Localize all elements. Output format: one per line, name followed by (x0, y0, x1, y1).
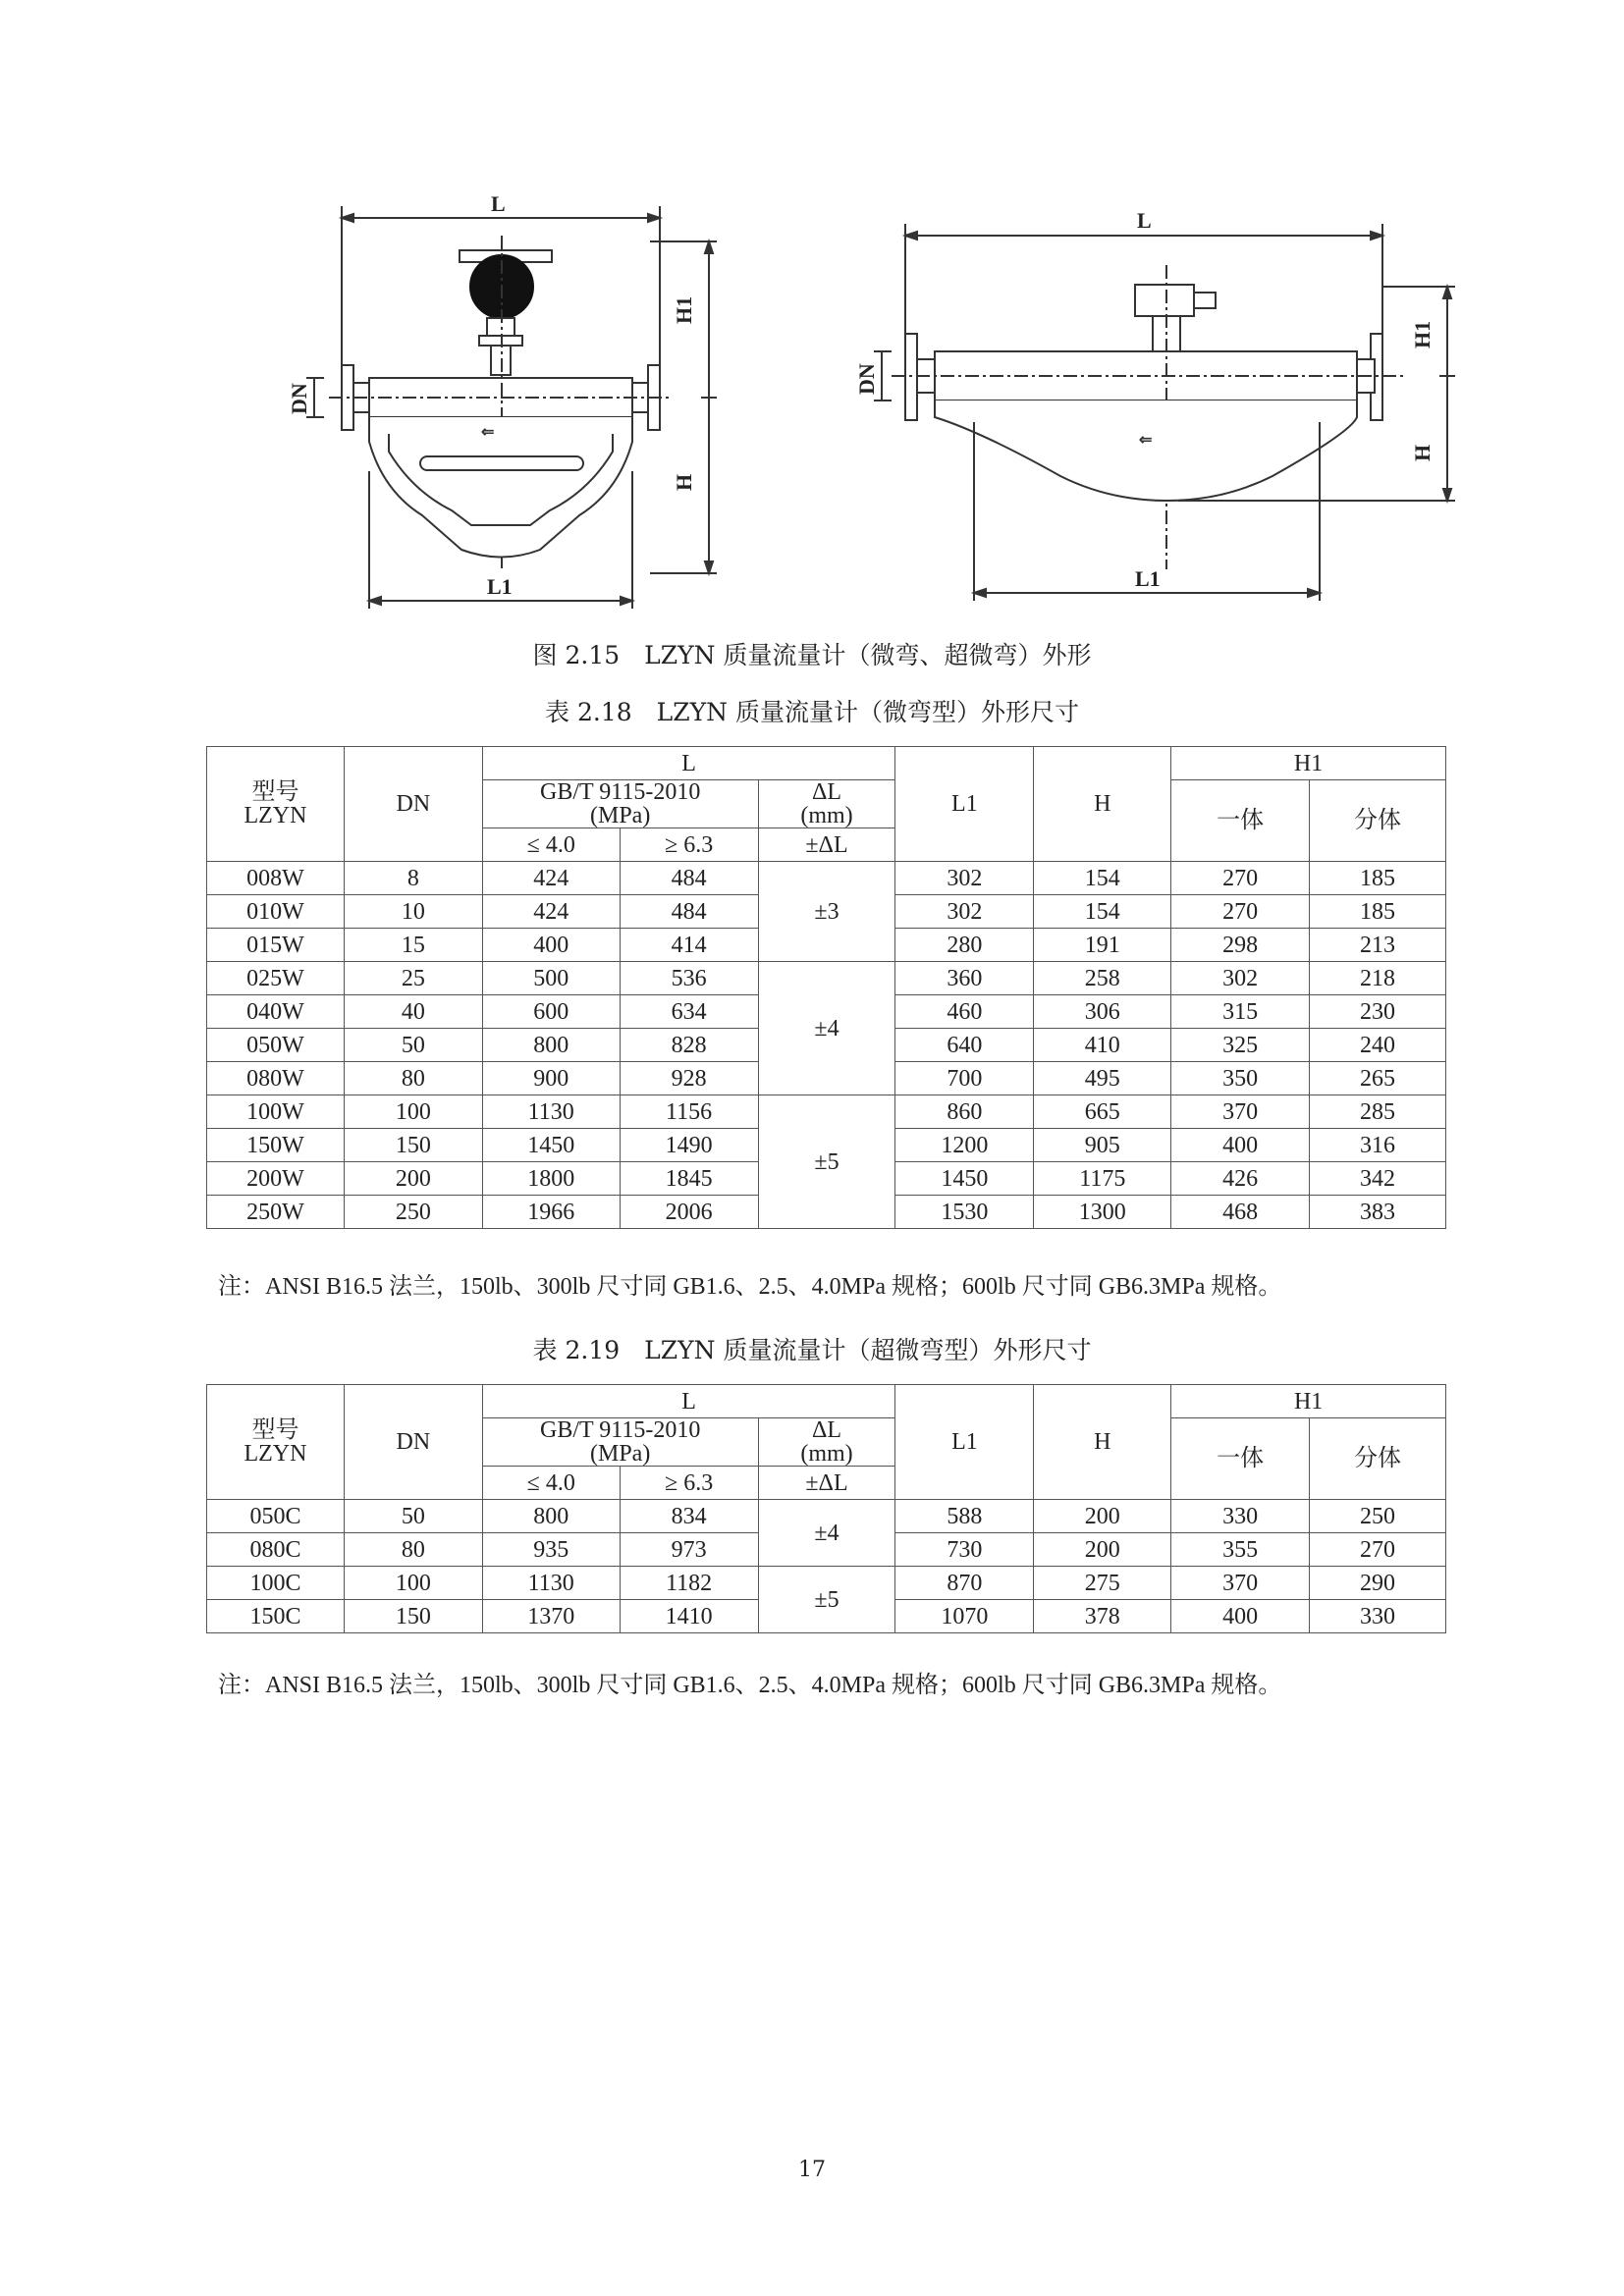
cell-h1-integrated: 270 (1171, 862, 1310, 895)
cell-l1: 730 (895, 1533, 1034, 1567)
header-ge63: ≥ 6.3 (620, 828, 758, 862)
cell-h1-split: 230 (1310, 995, 1446, 1029)
table1-body (207, 862, 1446, 1229)
table-row (207, 1095, 1446, 1129)
cell-l-le40: 500 (482, 962, 620, 995)
header-gbt: GB/T 9115-2010 (MPa) (482, 1418, 758, 1467)
header-integrated: 一体 (1171, 1418, 1310, 1500)
right-label-L: L (1137, 208, 1152, 233)
figure-caption: 图 2.15 LZYN 质量流量计（微弯、超微弯）外形 (532, 641, 1092, 669)
left-label-DN: DN (287, 383, 311, 414)
cell-l1: 302 (895, 895, 1034, 929)
header-l: L (482, 1385, 895, 1418)
cell-h1-split: 342 (1310, 1162, 1446, 1196)
cell-h1-split: 285 (1310, 1095, 1446, 1129)
cell-model: 050C (207, 1500, 345, 1533)
table2-body (207, 1500, 1446, 1633)
svg-text:⇐: ⇐ (481, 424, 495, 441)
cell-h: 306 (1034, 995, 1171, 1029)
cell-h1-integrated: 325 (1171, 1029, 1310, 1062)
cell-dn: 80 (344, 1533, 482, 1567)
cell-l1: 1530 (895, 1196, 1034, 1229)
cell-l-le40: 935 (482, 1533, 620, 1567)
cell-h1-integrated: 468 (1171, 1196, 1310, 1229)
cell-h1-split: 218 (1310, 962, 1446, 995)
left-label-H1: H1 (672, 295, 696, 324)
page-number: 17 (798, 2158, 826, 2182)
cell-h1-split: 185 (1310, 862, 1446, 895)
table-row (207, 962, 1446, 995)
header-le40: ≤ 4.0 (482, 828, 620, 862)
cell-l-ge63: 634 (620, 995, 758, 1029)
cell-h1-integrated: 426 (1171, 1162, 1310, 1196)
cell-dn: 50 (344, 1029, 482, 1062)
cell-l-ge63: 928 (620, 1062, 758, 1095)
right-label-DN: DN (854, 363, 879, 395)
cell-l1: 860 (895, 1095, 1034, 1129)
table2-note: 注：ANSI B16.5 法兰，150lb、300lb 尺寸同 GB1.6、2.5、4.0MPa 规格；600lb 尺寸同 GB6.3MPa 规格。 (218, 1673, 1282, 1698)
cell-dn: 100 (344, 1095, 482, 1129)
cell-l-ge63: 828 (620, 1029, 758, 1062)
cell-dn: 200 (344, 1162, 482, 1196)
header-ge63: ≥ 6.3 (620, 1467, 758, 1500)
cell-h1-integrated: 355 (1171, 1533, 1310, 1567)
table-2-18 (206, 746, 1446, 1229)
table-row (207, 1500, 1446, 1533)
cell-l-ge63: 834 (620, 1500, 758, 1533)
cell-l1: 360 (895, 962, 1034, 995)
cell-h1-integrated: 270 (1171, 895, 1310, 929)
ultra-micro-bend-drawing (854, 208, 1455, 601)
cell-l-ge63: 1182 (620, 1567, 758, 1600)
cell-h: 1300 (1034, 1196, 1171, 1229)
cell-h: 665 (1034, 1095, 1171, 1129)
cell-model: 025W (207, 962, 345, 995)
header-dn: DN (344, 747, 482, 862)
cell-h: 154 (1034, 862, 1171, 895)
cell-l-le40: 1370 (482, 1600, 620, 1633)
cell-h1-split: 240 (1310, 1029, 1446, 1062)
cell-l-ge63: 973 (620, 1533, 758, 1567)
cell-model: 150C (207, 1600, 345, 1633)
left-label-L1: L1 (487, 574, 513, 599)
cell-model: 010W (207, 895, 345, 929)
cell-l-le40: 900 (482, 1062, 620, 1095)
cell-h1-integrated: 315 (1171, 995, 1310, 1029)
header-h: H (1034, 747, 1171, 862)
cell-model: 008W (207, 862, 345, 895)
cell-h1-integrated: 298 (1171, 929, 1310, 962)
cell-model: 200W (207, 1162, 345, 1196)
cell-h: 1175 (1034, 1162, 1171, 1196)
cell-dn: 15 (344, 929, 482, 962)
header-pm-delta-l: ±ΔL (758, 828, 895, 862)
table1-title: 表 2.18 LZYN 质量流量计（微弯型）外形尺寸 (545, 698, 1079, 726)
cell-l-ge63: 2006 (620, 1196, 758, 1229)
cell-h: 905 (1034, 1129, 1171, 1162)
cell-model: 015W (207, 929, 345, 962)
cell-h1-integrated: 400 (1171, 1600, 1310, 1633)
cell-h: 200 (1034, 1500, 1171, 1533)
cell-tolerance: ±3 (758, 862, 895, 962)
cell-l1: 1200 (895, 1129, 1034, 1162)
header-pm-delta-l: ±ΔL (758, 1467, 895, 1500)
cell-l-le40: 400 (482, 929, 620, 962)
cell-h: 154 (1034, 895, 1171, 929)
header-split: 分体 (1310, 780, 1446, 862)
header-model: 型号 LZYN (207, 1385, 345, 1500)
cell-h1-integrated: 302 (1171, 962, 1310, 995)
cell-l-le40: 800 (482, 1500, 620, 1533)
cell-l-le40: 1130 (482, 1567, 620, 1600)
cell-h1-split: 265 (1310, 1062, 1446, 1095)
cell-l-le40: 424 (482, 862, 620, 895)
cell-h1-integrated: 330 (1171, 1500, 1310, 1533)
header-model: 型号 LZYN (207, 747, 345, 862)
cell-h: 378 (1034, 1600, 1171, 1633)
header-l: L (482, 747, 895, 780)
cell-h: 258 (1034, 962, 1171, 995)
right-label-L1: L1 (1135, 566, 1161, 591)
header-h1: H1 (1171, 1385, 1446, 1418)
cell-h: 275 (1034, 1567, 1171, 1600)
cell-dn: 250 (344, 1196, 482, 1229)
cell-tolerance: ±4 (758, 962, 895, 1095)
cell-l-ge63: 1410 (620, 1600, 758, 1633)
cell-l-le40: 800 (482, 1029, 620, 1062)
cell-model: 080C (207, 1533, 345, 1567)
cell-h: 495 (1034, 1062, 1171, 1095)
header-gbt: GB/T 9115-2010 (MPa) (482, 780, 758, 828)
cell-h: 410 (1034, 1029, 1171, 1062)
cell-l1: 460 (895, 995, 1034, 1029)
cell-l-ge63: 1490 (620, 1129, 758, 1162)
header-h1: H1 (1171, 747, 1446, 780)
right-label-H1: H1 (1410, 320, 1435, 348)
cell-h1-integrated: 370 (1171, 1095, 1310, 1129)
cell-h: 191 (1034, 929, 1171, 962)
cell-dn: 40 (344, 995, 482, 1029)
cell-l-ge63: 484 (620, 862, 758, 895)
cell-l-le40: 1800 (482, 1162, 620, 1196)
cell-l-ge63: 536 (620, 962, 758, 995)
micro-bend-drawing (287, 191, 717, 609)
cell-model: 080W (207, 1062, 345, 1095)
header-split: 分体 (1310, 1418, 1446, 1500)
left-label-H: H (672, 473, 696, 491)
table1-note: 注：ANSI B16.5 法兰，150lb、300lb 尺寸同 GB1.6、2.5、4.0MPa 规格；600lb 尺寸同 GB6.3MPa 规格。 (218, 1274, 1282, 1300)
header-dn: DN (344, 1385, 482, 1500)
cell-l-le40: 424 (482, 895, 620, 929)
cell-model: 050W (207, 1029, 345, 1062)
cell-l-le40: 1450 (482, 1129, 620, 1162)
cell-l1: 640 (895, 1029, 1034, 1062)
cell-dn: 150 (344, 1129, 482, 1162)
cell-dn: 50 (344, 1500, 482, 1533)
right-label-H: H (1410, 444, 1435, 461)
cell-l-ge63: 1845 (620, 1162, 758, 1196)
cell-h1-split: 250 (1310, 1500, 1446, 1533)
cell-model: 100C (207, 1567, 345, 1600)
cell-l1: 870 (895, 1567, 1034, 1600)
cell-l1: 700 (895, 1062, 1034, 1095)
cell-l1: 280 (895, 929, 1034, 962)
cell-dn: 10 (344, 895, 482, 929)
header-integrated: 一体 (1171, 780, 1310, 862)
table-2-19 (206, 1384, 1446, 1633)
cell-l1: 1070 (895, 1600, 1034, 1633)
dimension-drawings (287, 177, 1492, 638)
cell-model: 040W (207, 995, 345, 1029)
cell-h1-split: 290 (1310, 1567, 1446, 1600)
cell-dn: 150 (344, 1600, 482, 1633)
cell-l-le40: 1130 (482, 1095, 620, 1129)
cell-tolerance: ±5 (758, 1567, 895, 1633)
header-h: H (1034, 1385, 1171, 1500)
left-label-L: L (491, 191, 506, 216)
cell-l-ge63: 1156 (620, 1095, 758, 1129)
cell-h: 200 (1034, 1533, 1171, 1567)
cell-model: 150W (207, 1129, 345, 1162)
cell-h1-split: 185 (1310, 895, 1446, 929)
header-delta-l: ΔL (mm) (758, 1418, 895, 1467)
cell-h1-split: 213 (1310, 929, 1446, 962)
cell-model: 250W (207, 1196, 345, 1229)
svg-text:⇐: ⇐ (1139, 432, 1153, 449)
cell-h1-split: 383 (1310, 1196, 1446, 1229)
cell-h1-integrated: 370 (1171, 1567, 1310, 1600)
cell-h1-split: 270 (1310, 1533, 1446, 1567)
cell-l1: 302 (895, 862, 1034, 895)
cell-dn: 80 (344, 1062, 482, 1095)
cell-h1-split: 330 (1310, 1600, 1446, 1633)
cell-l-le40: 1966 (482, 1196, 620, 1229)
header-l1: L1 (895, 747, 1034, 862)
cell-l-le40: 600 (482, 995, 620, 1029)
header-le40: ≤ 4.0 (482, 1467, 620, 1500)
cell-dn: 8 (344, 862, 482, 895)
cell-l-ge63: 484 (620, 895, 758, 929)
cell-h1-integrated: 350 (1171, 1062, 1310, 1095)
table-row (207, 1567, 1446, 1600)
table-row (207, 862, 1446, 895)
table2-title: 表 2.19 LZYN 质量流量计（超微弯型）外形尺寸 (532, 1336, 1092, 1364)
cell-tolerance: ±5 (758, 1095, 895, 1229)
cell-l1: 588 (895, 1500, 1034, 1533)
cell-tolerance: ±4 (758, 1500, 895, 1567)
header-l1: L1 (895, 1385, 1034, 1500)
header-delta-l: ΔL (mm) (758, 780, 895, 828)
cell-h1-split: 316 (1310, 1129, 1446, 1162)
cell-l-ge63: 414 (620, 929, 758, 962)
cell-dn: 100 (344, 1567, 482, 1600)
cell-model: 100W (207, 1095, 345, 1129)
cell-h1-integrated: 400 (1171, 1129, 1310, 1162)
cell-dn: 25 (344, 962, 482, 995)
cell-l1: 1450 (895, 1162, 1034, 1196)
